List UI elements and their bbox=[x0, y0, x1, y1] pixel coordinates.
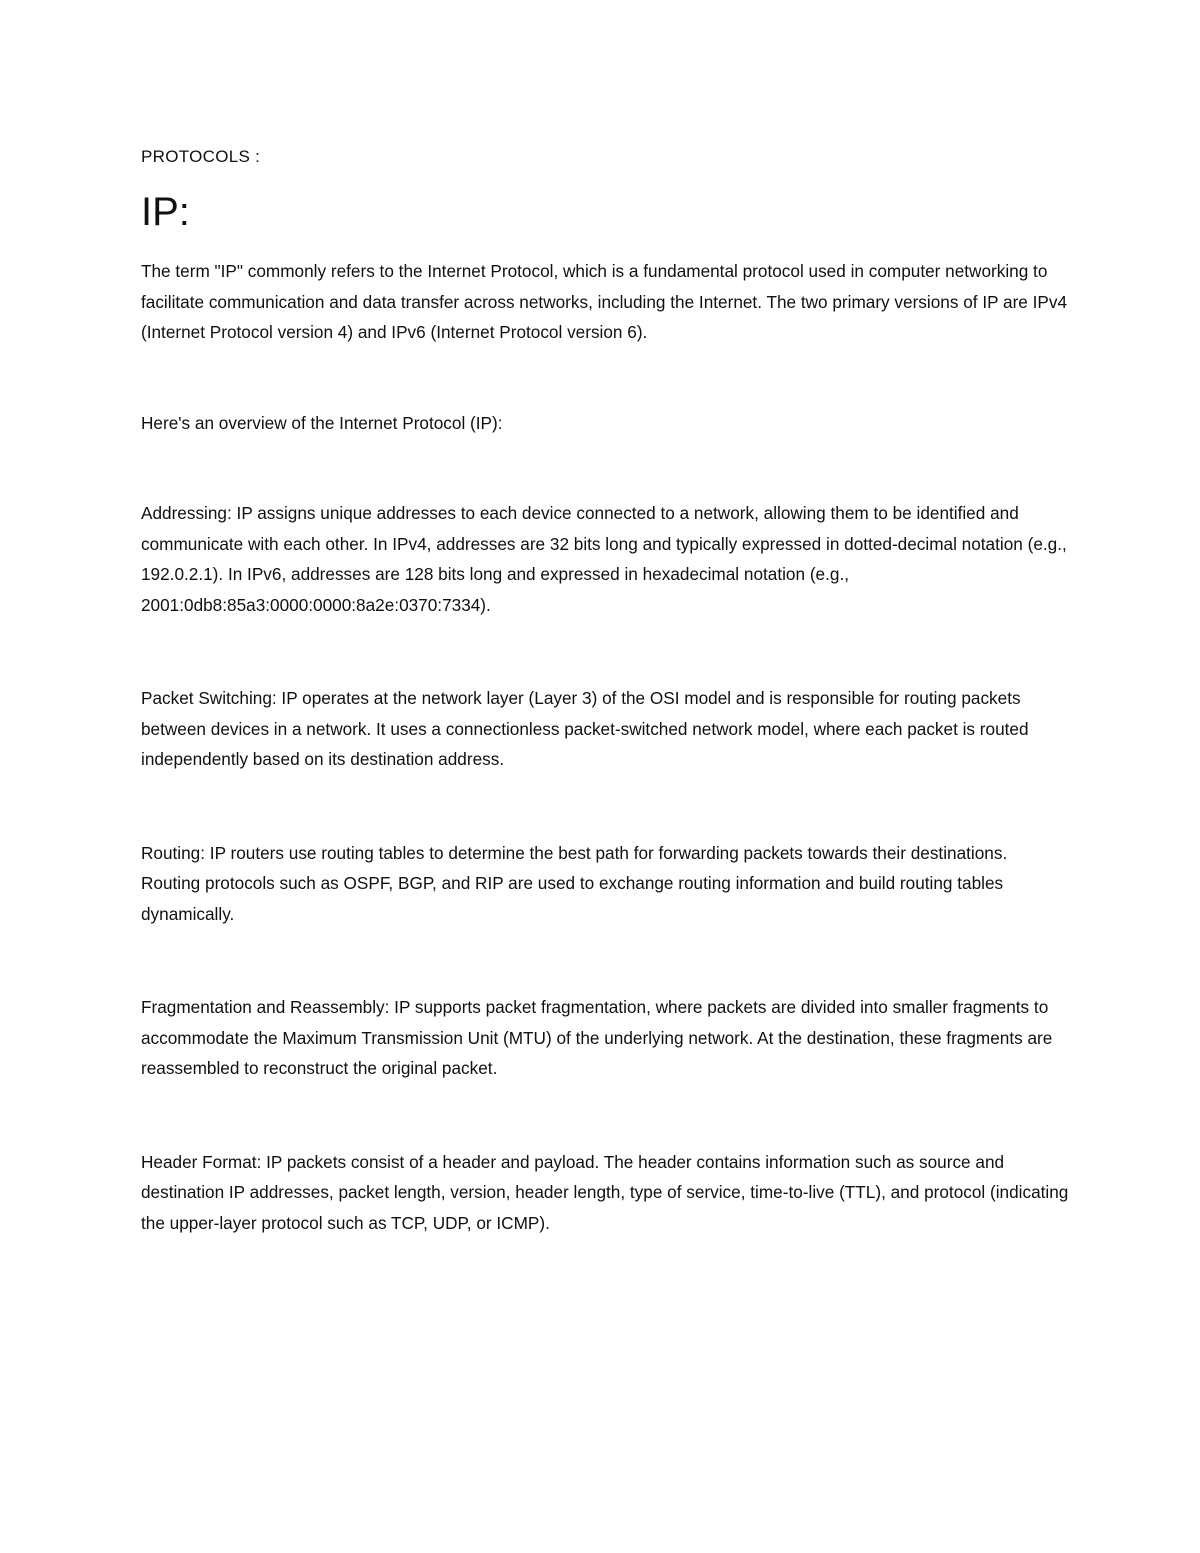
addressing-paragraph: Addressing: IP assigns unique addresses to each device connected to a network, allowing them to be identified and communicate with each other. In IPv4, addresses are 32 bits long and typically expressed in dotted-decimal notation (e.g., 192.0.2.1). In IPv6, addresses are 128 bits long and expressed in hexadecimal notation (e.g., 2001:0db8:85a3:0000:0000:8a2e:0370:7334). bbox=[141, 503, 1067, 615]
routing-paragraph: Routing: IP routers use routing tables to determine the best path for forwarding packets towards their destinations. Routing protocols such as OSPF, BGP, and RIP are used to exchange routing information and build routing tables dynamically. bbox=[141, 842, 1008, 924]
intro-paragraph: The term "IP" commonly refers to the Internet Protocol, which is a fundamental protocol used in computer networking to facilitate communication and data transfer across networks, including the Internet. The two primary versions of IP are IPv4 (Internet Protocol version 4) and IPv6 (Internet Protocol version 6). bbox=[141, 261, 1068, 342]
document-body bbox=[141, 146, 1071, 1238]
overview-paragraph: Here's an overview of the Internet Protocol (IP): bbox=[141, 412, 503, 433]
section-label: PROTOCOLS : bbox=[141, 147, 261, 166]
header-format-paragraph: Header Format: IP packets consist of a header and payload. The header contains information such as source and destination IP addresses, packet length, version, header length, type of service, time-to-live (TTL), and protocol (indicating the upper-layer protocol such as TCP, UDP, or ICMP). bbox=[141, 1151, 1069, 1233]
page-title: IP: bbox=[141, 190, 190, 234]
fragmentation-paragraph: Fragmentation and Reassembly: IP supports packet fragmentation, where packets are divided into smaller fragments to accommodate the Maximum Transmission Unit (MTU) of the underlying network. At the destination, these fragments are reassembled to reconstruct the original packet. bbox=[141, 997, 1053, 1078]
packet-switching-paragraph: Packet Switching: IP operates at the network layer (Layer 3) of the OSI model and is responsible for routing packets between devices in a network. It uses a connectionless packet-switched network model, where each packet is routed independently based on its destination address. bbox=[141, 688, 1029, 769]
